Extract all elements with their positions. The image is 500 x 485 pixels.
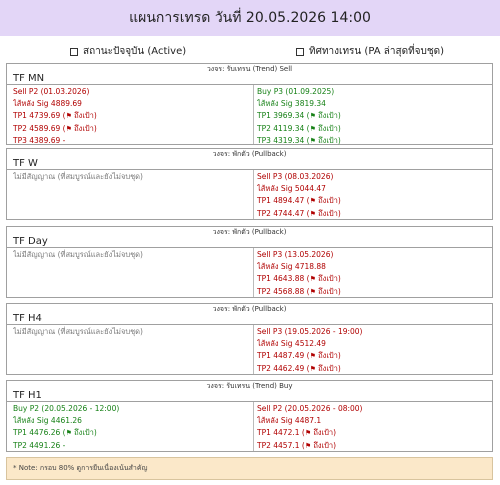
signal-line bbox=[13, 110, 249, 122]
signal-line bbox=[257, 350, 489, 362]
target-reached-label: ถึงเป้า) bbox=[74, 111, 97, 121]
signal-text: ไส้หลัง Sig 4461.26 bbox=[13, 416, 82, 426]
trend-cycle-label: วงจร: พักตัว (Pullback) bbox=[212, 150, 287, 158]
flag-icon: ⚑ bbox=[309, 124, 319, 133]
signal-text: TP2 4491.26 - bbox=[13, 440, 66, 450]
active-column bbox=[13, 325, 249, 374]
signal-line bbox=[257, 261, 489, 273]
signal-line bbox=[13, 98, 249, 110]
signal-line bbox=[257, 273, 489, 285]
signal-text: ไส้หลัง Sig 5044.47 bbox=[257, 184, 326, 194]
signal-text: ไส้หลัง Sig 4889.69 bbox=[13, 99, 82, 109]
signal-text: ไส้หลัง Sig 4512.49 bbox=[257, 339, 326, 349]
signal-text: Sell P3 (19.05.2026 - 19:00) bbox=[257, 327, 363, 336]
target-reached-label: ถึงเป้า) bbox=[318, 111, 341, 121]
signal-line bbox=[13, 427, 249, 439]
signal-text: TP1 4894.47 ( bbox=[257, 196, 310, 206]
panel-tf-day bbox=[6, 226, 493, 298]
signal-text: TP1 4643.88 ( bbox=[257, 274, 310, 284]
timeframe-label: TF Day bbox=[7, 235, 492, 248]
panel-tf-h4 bbox=[6, 303, 493, 375]
target-reached-label: ถึงเป้า) bbox=[313, 440, 336, 450]
direction-column bbox=[257, 170, 489, 219]
signal-text: Sell P2 (20.05.2026 - 08:00) bbox=[257, 404, 363, 413]
signal-text: Buy P2 (20.05.2026 - 12:00) bbox=[13, 404, 120, 413]
signal-line bbox=[257, 123, 489, 135]
flag-icon: ⚑ bbox=[309, 352, 319, 361]
signal-line bbox=[13, 86, 249, 98]
signal-text: Sell P3 (08.03.2026) bbox=[257, 172, 334, 181]
signal-text: TP1 4739.69 ( bbox=[13, 111, 66, 121]
signal-text: TP2 4462.49 ( bbox=[257, 363, 310, 373]
checkbox-icon[interactable] bbox=[70, 48, 78, 56]
signal-line bbox=[257, 171, 489, 183]
direction-column bbox=[257, 402, 489, 451]
signal-line bbox=[257, 208, 489, 220]
column-divider bbox=[253, 402, 254, 451]
signal-line bbox=[257, 98, 489, 110]
trend-cycle-label: วงจร: พักตัว (Pullback) bbox=[212, 228, 287, 236]
signal-text: ไม่มีสัญญาณ (ที่สมบูรณ์และยังไม่จบชุด) bbox=[13, 327, 143, 336]
signal-line bbox=[257, 183, 489, 195]
target-reached-label: ถึงเป้า) bbox=[318, 286, 341, 296]
signal-line bbox=[13, 403, 249, 415]
signal-line bbox=[257, 110, 489, 122]
signal-text: ไส้หลัง Sig 4718.88 bbox=[257, 262, 326, 272]
column-divider bbox=[253, 248, 254, 297]
flag-icon: ⚑ bbox=[65, 124, 75, 133]
flag-icon: ⚑ bbox=[309, 364, 319, 373]
signal-text: TP1 4472.1 ( bbox=[257, 428, 305, 438]
checkbox-icon[interactable] bbox=[296, 48, 304, 56]
signal-line bbox=[13, 171, 249, 183]
active-column bbox=[13, 248, 249, 297]
target-reached-label: ถึงเป้า) bbox=[318, 196, 341, 206]
flag-icon: ⚑ bbox=[309, 209, 319, 218]
signal-line bbox=[13, 249, 249, 261]
target-reached-label: ถึงเป้า) bbox=[318, 208, 341, 218]
trend-cycle-label: วงจร: พักตัว (Pullback) bbox=[212, 305, 287, 313]
active-column bbox=[13, 170, 249, 219]
column-divider bbox=[253, 85, 254, 144]
timeframe-label: TF MN bbox=[7, 72, 492, 85]
legend-active[interactable] bbox=[70, 44, 186, 59]
panel-tf-w bbox=[6, 148, 493, 220]
flag-icon: ⚑ bbox=[309, 197, 319, 206]
signal-line bbox=[257, 195, 489, 207]
signal-text: Buy P3 (01.09.2025) bbox=[257, 87, 335, 96]
signal-line bbox=[257, 286, 489, 298]
signal-text: TP3 4319.34 ( bbox=[257, 135, 310, 145]
flag-icon: ⚑ bbox=[304, 441, 314, 450]
flag-icon: ⚑ bbox=[65, 112, 75, 121]
target-reached-label: ถึงเป้า) bbox=[318, 135, 341, 145]
signal-line bbox=[257, 135, 489, 147]
direction-column bbox=[257, 85, 489, 144]
legend-direction-label: ทิศทางเทรน (PA ล่าสุดที่จบชุด) bbox=[309, 46, 445, 57]
signal-line bbox=[257, 86, 489, 98]
signal-text: TP2 4589.69 ( bbox=[13, 123, 66, 133]
flag-icon: ⚑ bbox=[309, 275, 319, 284]
signal-line bbox=[13, 135, 249, 147]
flag-icon: ⚑ bbox=[309, 112, 319, 121]
active-column bbox=[13, 85, 249, 144]
target-reached-label: ถึงเป้า) bbox=[318, 274, 341, 284]
signal-line bbox=[13, 415, 249, 427]
trend-cycle-label: วงจร: รับเทรน (Trend) Sell bbox=[206, 65, 293, 73]
target-reached-label: ถึงเป้า) bbox=[318, 351, 341, 361]
signal-text: TP1 4487.49 ( bbox=[257, 351, 310, 361]
signal-text: TP1 4476.26 ( bbox=[13, 428, 66, 438]
flag-icon: ⚑ bbox=[309, 136, 319, 145]
note-box bbox=[6, 457, 493, 480]
target-reached-label: ถึงเป้า) bbox=[318, 123, 341, 133]
signal-text: TP3 4389.69 - bbox=[13, 135, 66, 145]
active-column bbox=[13, 402, 249, 451]
signal-text: ไม่มีสัญญาณ (ที่สมบูรณ์และยังไม่จบชุด) bbox=[13, 250, 143, 259]
signal-line bbox=[13, 123, 249, 135]
signal-line bbox=[13, 440, 249, 452]
column-divider bbox=[253, 325, 254, 374]
signal-line bbox=[257, 427, 489, 439]
target-reached-label: ถึงเป้า) bbox=[313, 428, 336, 438]
panel-tf-h1 bbox=[6, 380, 493, 452]
signal-text: ไส้หลัง Sig 3819.34 bbox=[257, 99, 326, 109]
signal-text: TP2 4119.34 ( bbox=[257, 123, 310, 133]
signal-text: TP2 4744.47 ( bbox=[257, 208, 310, 218]
signal-line bbox=[257, 415, 489, 427]
signal-text: Sell P3 (13.05.2026) bbox=[257, 250, 334, 259]
panel-tf-mn bbox=[6, 63, 493, 145]
signal-line bbox=[257, 326, 489, 338]
target-reached-label: ถึงเป้า) bbox=[74, 428, 97, 438]
direction-column bbox=[257, 325, 489, 374]
note-text: * Note: กรอบ 80% ดูการยืนเนื่องเน้นสำคัญ bbox=[13, 464, 148, 472]
trend-cycle-label: วงจร: รับเทรน (Trend) Buy bbox=[206, 382, 293, 390]
signal-line bbox=[257, 249, 489, 261]
signal-line bbox=[13, 326, 249, 338]
page-title: แผนการเทรด วันที่ 20.05.2026 14:00 bbox=[129, 10, 371, 26]
flag-icon: ⚑ bbox=[65, 429, 75, 438]
legend-active-label: สถานะปัจจุบัน (Active) bbox=[83, 46, 187, 57]
target-reached-label: ถึงเป้า) bbox=[318, 363, 341, 373]
direction-column bbox=[257, 248, 489, 297]
timeframe-label: TF H4 bbox=[7, 312, 492, 325]
target-reached-label: ถึงเป้า) bbox=[74, 123, 97, 133]
signal-text: TP1 3969.34 ( bbox=[257, 111, 310, 121]
column-divider bbox=[253, 170, 254, 219]
page-header bbox=[0, 0, 500, 36]
timeframe-label: TF H1 bbox=[7, 389, 492, 402]
signal-line bbox=[257, 403, 489, 415]
legend bbox=[0, 44, 500, 58]
flag-icon: ⚑ bbox=[309, 287, 319, 296]
legend-direction[interactable] bbox=[296, 44, 444, 59]
signal-text: ไส้หลัง Sig 4487.1 bbox=[257, 416, 322, 426]
signal-line bbox=[257, 363, 489, 375]
signal-text: TP2 4568.88 ( bbox=[257, 286, 310, 296]
signal-line bbox=[257, 440, 489, 452]
timeframe-label: TF W bbox=[7, 157, 492, 170]
signal-text: TP2 4457.1 ( bbox=[257, 440, 305, 450]
signal-text: ไม่มีสัญญาณ (ที่สมบูรณ์และยังไม่จบชุด) bbox=[13, 172, 143, 181]
signal-text: Sell P2 (01.03.2026) bbox=[13, 87, 90, 96]
flag-icon: ⚑ bbox=[304, 429, 314, 438]
signal-line bbox=[257, 338, 489, 350]
